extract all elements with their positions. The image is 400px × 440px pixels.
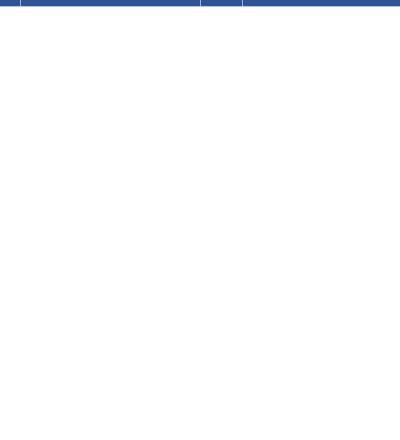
data-table: [0, 0, 400, 7]
column-header-value[interactable]: [242, 0, 400, 6]
column-header-name[interactable]: [20, 0, 200, 6]
column-header-type[interactable]: [200, 0, 242, 6]
column-header-id[interactable]: [0, 0, 20, 6]
header-row: [0, 0, 400, 6]
